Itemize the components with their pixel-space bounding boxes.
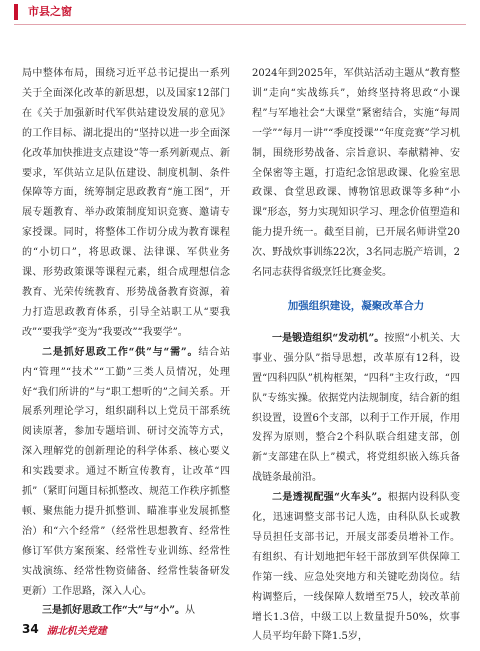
magazine-name: 湖北机关党建 — [46, 625, 107, 637]
section-heading: 加强组织建设，凝聚改革合力 — [287, 299, 425, 312]
paragraph — [252, 488, 460, 647]
paragraph — [22, 343, 230, 602]
paragraph — [22, 601, 230, 621]
page-header — [0, 0, 480, 22]
page-number: 34 — [22, 622, 39, 636]
paragraph-lead: 三是抓好思政工作“大”与“小”。 — [42, 605, 186, 617]
paragraph-lead: 二是透视配强“火车头”。 — [272, 492, 388, 504]
paragraph — [252, 64, 460, 283]
paragraph-lead: 一是锻造组织“发动机”。 — [272, 332, 385, 344]
left-column — [22, 64, 230, 621]
right-column — [252, 64, 460, 647]
section-label: 市县之窗 — [14, 4, 82, 20]
paragraph-text: 结合站内“管理”“技术”“工勤”三类人员情况，处理好“我们所讲的”与“职工想听的”之间关系。开展系列理论学习，组织副科以上党员干部系统阅读原著，参加专题培训、研讨交流等方式，深入理解党的创新理论的科学体系、核心要义和实践要求。通过不断宣传教育，让改革“四抓”（紧盯问题目标抓整改、规范工作秩序抓整顿、聚焦能力提升抓整训、瞄准事业发展抓整治）和“六个经常”（经常性思想教育、经常性修订军供方案预案、经常性专业训练、经常性实战演练、经常性物资储备、经常性装备研发更新）工作思路，深入人心。 — [22, 346, 230, 597]
paragraph-text: 2024年到2025年，军供站活动主题从“教育整训”走向“实战练兵”，始终坚持将思政“小课程”与军地社会“大课堂”紧密结合，实施“每周一学”“每月一讲”“季度授课”“年度竞赛”学习机制，围绕形势战备、宗旨意识、奉献精神、安全保密等主题，打造纪念馆思政课、化验室思政课、食堂思政课、博物馆思政课等多种“小课”形态，努力实现知识学习、理念价值塑造和能力提升统一。截至目前，已开展名师讲堂20次、野战炊事训练22次，3名同志脱产培训，2名同志获得省级烹饪比赛金奖。 — [252, 68, 460, 279]
paragraph — [22, 64, 230, 343]
paragraph-lead: 二是抓好思政工作“供”与“需”。 — [42, 346, 199, 358]
paragraph — [252, 329, 460, 488]
header-divider — [14, 24, 466, 25]
paragraph-text: 从 — [185, 605, 196, 617]
page-footer — [22, 621, 107, 637]
paragraph-text: 按照“小机关、大事业、强分队”指导思想，改革原有12科，设置“四科四队”机构框架，“四科”主攻行政，“四队”专练实操。依据党内法规制度，结合新的组织设置，设置6个支部，以利于工作开展，作用发挥为原则，整合2个科队联合组建支部，创新“支部建在队上”模式，将党组织嵌入练兵备战链条最前沿。 — [252, 332, 460, 484]
paragraph-text: 局中整体布局，围绕习近平总书记提出一系列关于全面深化改革的新思想，以及国家12部门在《关于加强新时代军供站建设发展的意见》的工作目标、湖北提出的“坚持以进一步全面深化改革加快推进支点建设”等一系列新观点、新要求，军供站立足队伍建设、制度机制、条件保障等方面，统筹制定思政教育“施工图”，开展专题教育、举办政策制度知识竞赛、邀请专家授课。同时，将整体工作切分成为教育课程的“小切口”，将思政课、法律课、军供业务课、形势政策课等课程元素，组合成理想信念教育、光荣传统教育、形势战备教育资源，着力打造思政教育体系，引导全站职工从“要我改”“要我学”变为“我要改”“我要学”。 — [22, 68, 230, 338]
paragraph-text: 根据内设科队变化，迅速调整支部书记人选，由科队队长或教导员担任支部书记，开展支部委员增补工作。有组织、有计划地把年轻干部放到军供保障工作第一线、应急处突地方和关键吃劲岗位。结构调整后，一线保障人数增至75人，较改革前增长1.3倍，中级工以上数量提升50%，炊事人员平均年龄下降1.5岁， — [252, 492, 460, 643]
